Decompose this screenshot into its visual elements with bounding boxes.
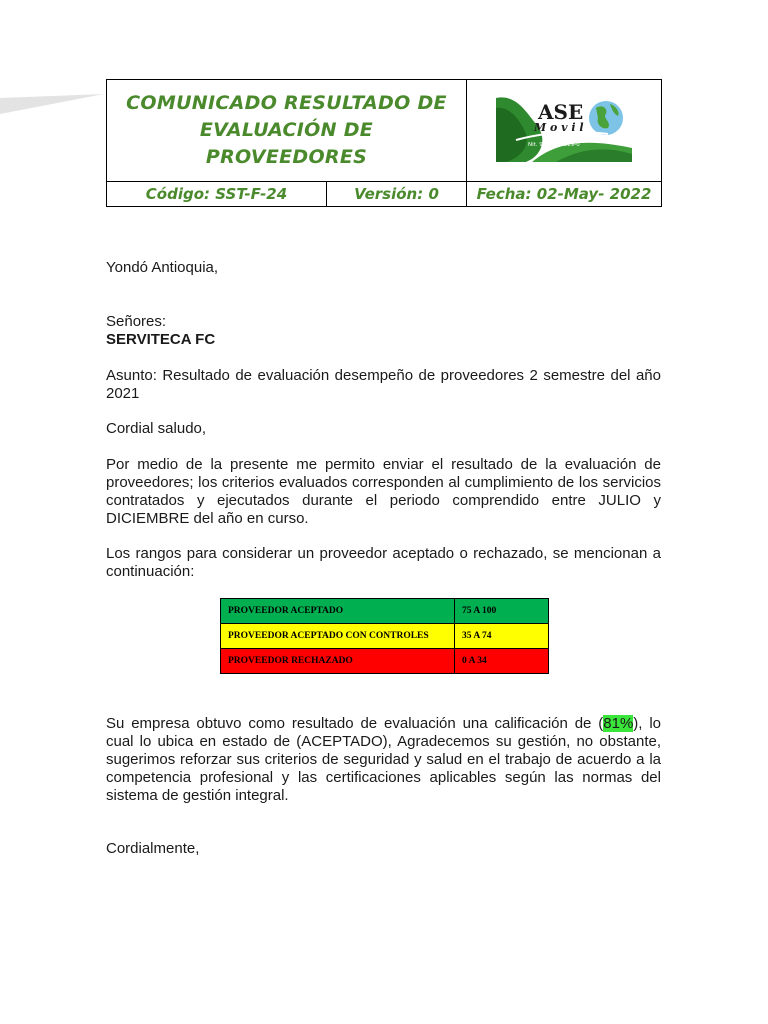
letter-place: Yondó Antioquia,	[106, 259, 219, 276]
range-value: 75 A 100	[455, 599, 549, 624]
logo-cell	[467, 80, 662, 182]
title-line-2: EVALUACIÓN DE	[199, 119, 374, 141]
ranges-table	[220, 598, 549, 674]
range-label: PROVEEDOR RECHAZADO	[221, 649, 455, 674]
range-row-accepted	[221, 599, 549, 624]
document-header-table	[106, 79, 662, 207]
logo-nit-text: Nit. 901.301.929-0	[528, 142, 580, 148]
range-label: PROVEEDOR ACEPTADO CON CONTROLES	[221, 624, 455, 649]
decorative-wedge	[0, 92, 104, 116]
paragraph-intro: Por medio de la presente me permito enviar el resultado de la evaluación de proveedores; los criterios evaluados corresponden al cumplimiento de los servicios contratados y ejecutados durante el periodo comprendido entre JULIO y DICIEMBRE del año en curso.	[106, 456, 661, 527]
letter-subject: Asunto: Resultado de evaluación desempeño de proveedores 2 semestre del año 2021	[106, 367, 661, 402]
logo-brand-text: ASE	[538, 100, 584, 124]
recipient-name: SERVITECA FC	[106, 331, 216, 348]
logo-subtext: S.A.S	[588, 134, 601, 140]
range-label: PROVEEDOR ACEPTADO	[221, 599, 455, 624]
document-code: Código: SST-F-24	[107, 182, 327, 207]
document-date: Fecha: 02-May- 2022	[467, 182, 662, 207]
range-value: 0 A 34	[455, 649, 549, 674]
range-value: 35 A 74	[455, 624, 549, 649]
title-line-1: COMUNICADO RESULTADO DE	[126, 92, 447, 114]
result-prefix: Su empresa obtuvo como resultado de evaluación una calificación de (	[106, 715, 604, 732]
range-row-rejected	[221, 649, 549, 674]
title-line-3: PROVEEDORES	[205, 146, 368, 168]
logo-tagline-text: M o v i l	[534, 121, 584, 134]
document-title	[107, 80, 467, 182]
letter-closing: Cordialmente,	[106, 840, 200, 857]
document-version: Versión: 0	[327, 182, 467, 207]
paragraph-ranges-intro: Los rangos para considerar un proveedor aceptado o rechazado, se mencionan a continuación:	[106, 545, 661, 580]
letter-greeting: Cordial saludo,	[106, 420, 207, 437]
salutation-label: Señores:	[106, 313, 167, 330]
result-score-highlight: 81%	[603, 715, 634, 732]
range-row-accepted-with-controls	[221, 624, 549, 649]
paragraph-result	[106, 715, 661, 805]
result-suffix: ), lo cual lo ubica en estado de (ACEPTADO), Agradecemos su gestión, no obstante, sugerimos reforzar sus criterios de seguridad y salud en el trabajo de acuerdo a la competencia profesional y las certificaciones aplicables según las normas del sistema de gestión integral.	[106, 715, 661, 804]
company-logo	[496, 94, 632, 162]
